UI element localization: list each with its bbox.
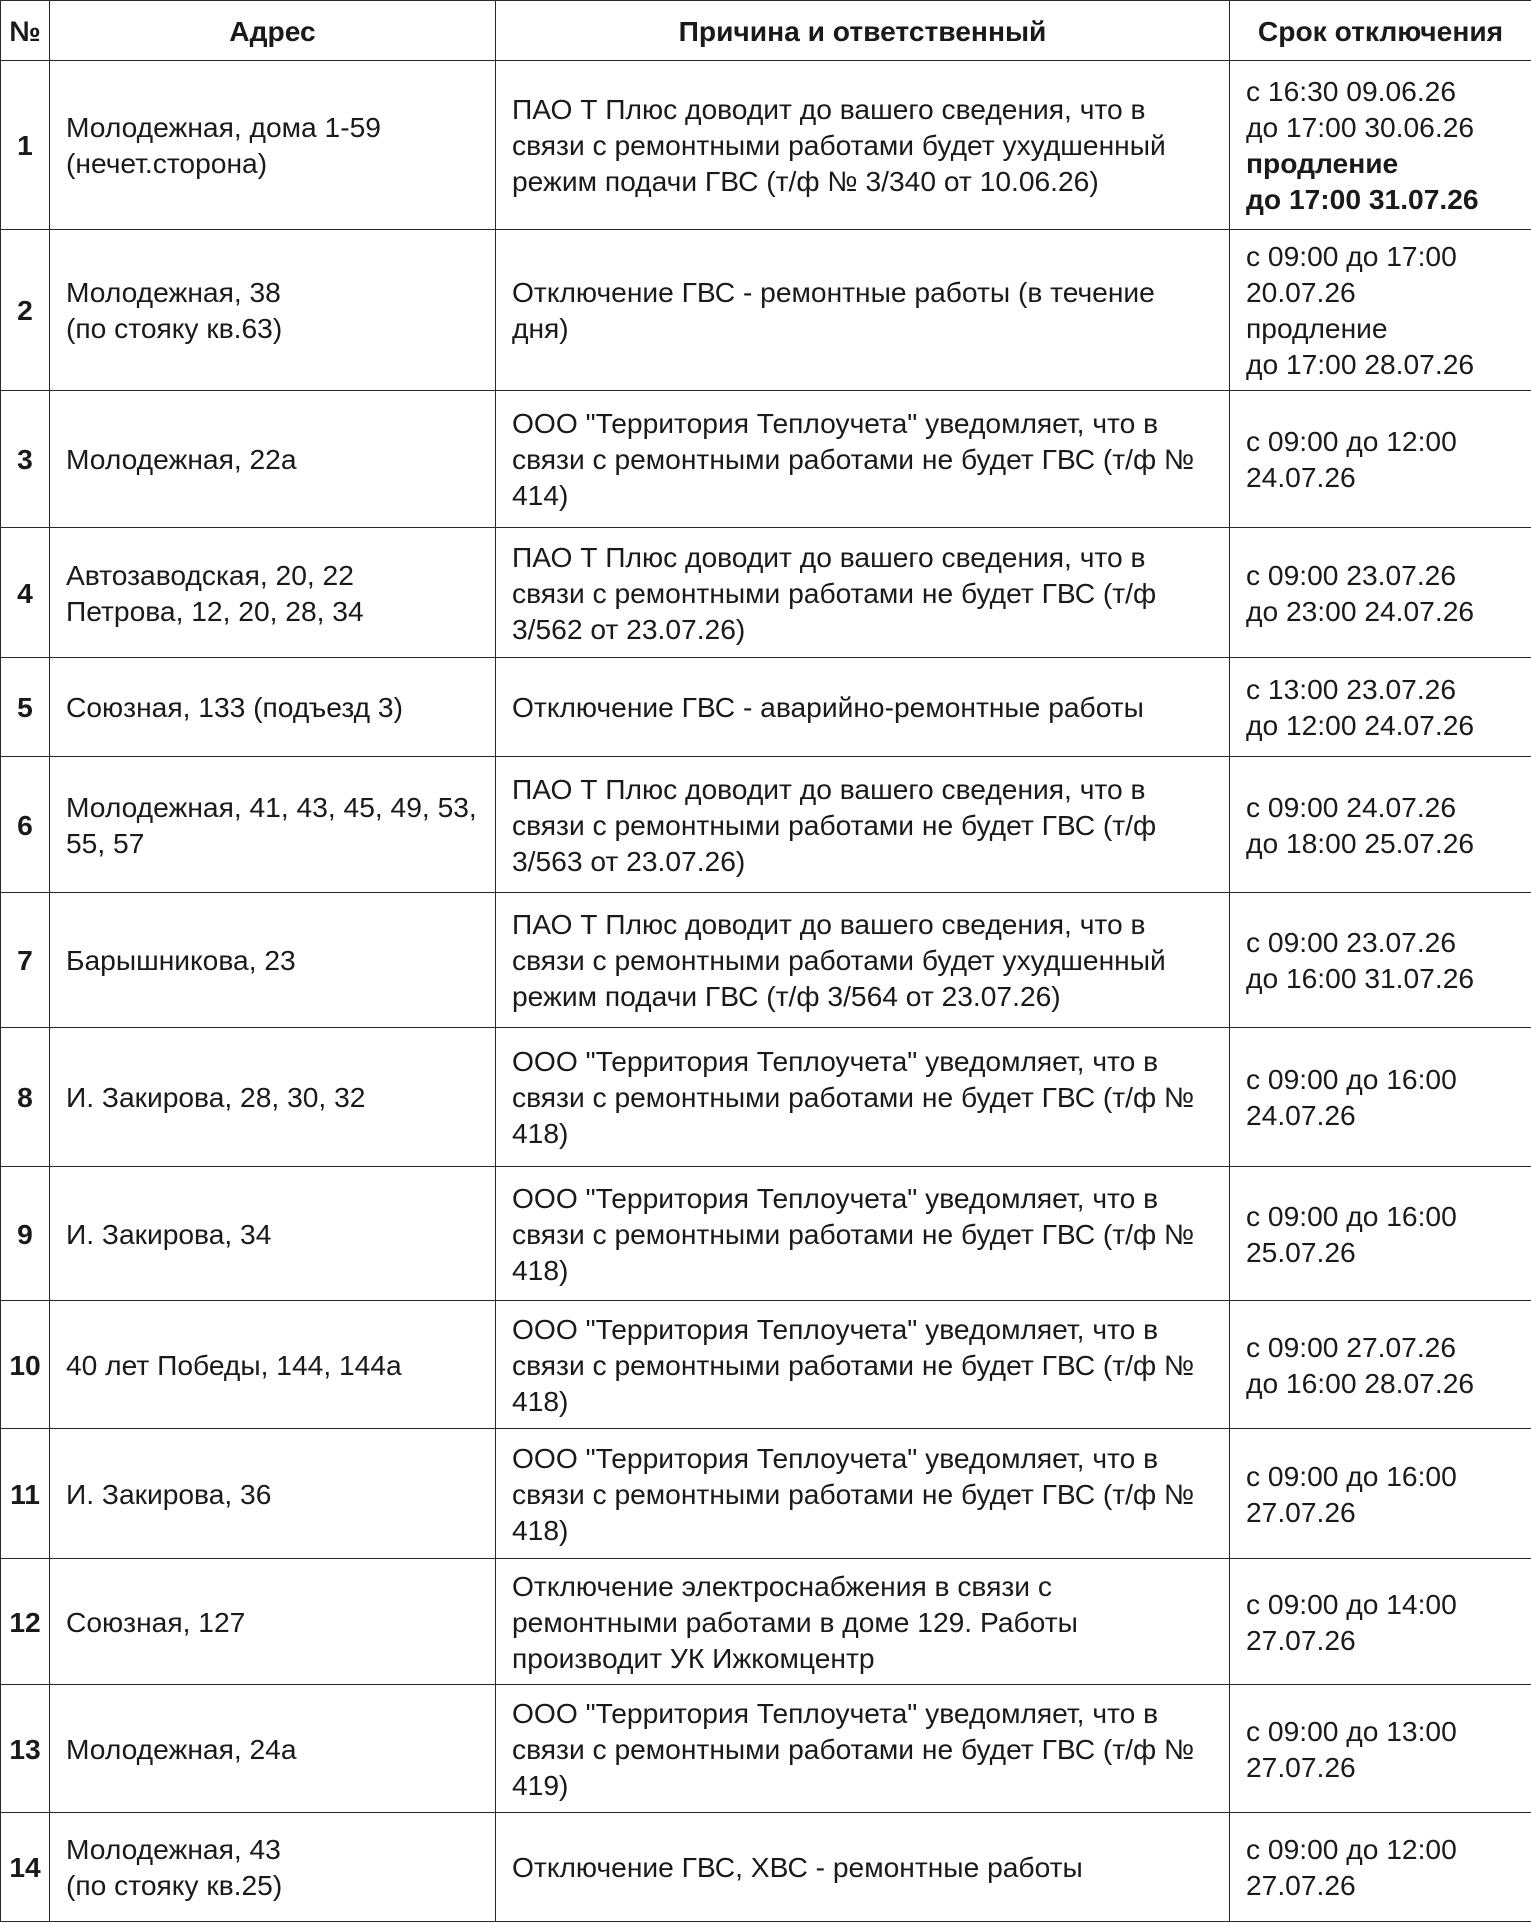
row-period (1230, 1028, 1531, 1167)
row-address: Союзная, 127 (50, 1559, 496, 1685)
row-period (1230, 658, 1531, 757)
row-period (1230, 61, 1531, 230)
period-line: 24.07.26 (1246, 459, 1517, 495)
row-number: 8 (1, 1028, 50, 1167)
table-body (1, 61, 1531, 1922)
row-address: Барышникова, 23 (50, 893, 496, 1028)
row-period (1230, 391, 1531, 528)
row-period (1230, 1301, 1531, 1429)
header-row (1, 1, 1531, 61)
table-row (1, 528, 1531, 658)
period-line: с 09:00 до 13:00 (1246, 1713, 1517, 1749)
period-line: с 09:00 23.07.26 (1246, 924, 1517, 960)
table-row (1, 391, 1531, 528)
row-reason: Отключение ГВС, ХВС - ремонтные работы (496, 1813, 1230, 1922)
table-row (1, 1028, 1531, 1167)
row-number: 2 (1, 230, 50, 391)
row-address: Молодежная, 38 (по стояку кв.63) (50, 230, 496, 391)
header-reason: Причина и ответственный (496, 1, 1230, 61)
row-number: 12 (1, 1559, 50, 1685)
header-number: № (1, 1, 50, 61)
row-reason: Отключение ГВС - ремонтные работы (в течение дня) (496, 230, 1230, 391)
row-address: Союзная, 133 (подъезд 3) (50, 658, 496, 757)
row-address: Молодежная, 22а (50, 391, 496, 528)
row-address: И. Закирова, 36 (50, 1429, 496, 1559)
row-number: 10 (1, 1301, 50, 1429)
table-row (1, 1301, 1531, 1429)
period-line: 24.07.26 (1246, 1097, 1517, 1133)
row-number: 11 (1, 1429, 50, 1559)
table-header (1, 1, 1531, 61)
row-reason: ПАО Т Плюс доводит до вашего сведения, что в связи с ремонтными работами не будет ГВС (т/ф 3/563 от 23.07.26) (496, 757, 1230, 893)
row-reason: Отключение ГВС - аварийно-ремонтные работы (496, 658, 1230, 757)
period-line: 27.07.26 (1246, 1622, 1517, 1658)
period-line: с 09:00 до 12:00 (1246, 1831, 1517, 1867)
row-number: 6 (1, 757, 50, 893)
row-reason: ООО "Территория Теплоучета" уведомляет, что в связи с ремонтными работами не будет ГВС (т/ф № 418) (496, 1167, 1230, 1301)
row-number: 1 (1, 61, 50, 230)
period-line: 27.07.26 (1246, 1749, 1517, 1785)
table-row (1, 1559, 1531, 1685)
row-period (1230, 893, 1531, 1028)
row-period (1230, 1167, 1531, 1301)
period-line: до 18:00 25.07.26 (1246, 825, 1517, 861)
table-row (1, 893, 1531, 1028)
row-address: 40 лет Победы, 144, 144а (50, 1301, 496, 1429)
row-address: И. Закирова, 28, 30, 32 (50, 1028, 496, 1167)
period-line: продление (1246, 310, 1517, 346)
row-number: 7 (1, 893, 50, 1028)
row-address: Автозаводская, 20, 22 Петрова, 12, 20, 28, 34 (50, 528, 496, 658)
table-row (1, 658, 1531, 757)
period-line: с 09:00 до 12:00 (1246, 423, 1517, 459)
period-line: с 09:00 до 16:00 (1246, 1458, 1517, 1494)
row-reason: ПАО Т Плюс доводит до вашего сведения, что в связи с ремонтными работами не будет ГВС (т/ф 3/562 от 23.07.26) (496, 528, 1230, 658)
period-line: продление (1246, 145, 1517, 181)
period-line: с 13:00 23.07.26 (1246, 671, 1517, 707)
period-line: с 09:00 до 17:00 (1246, 238, 1517, 274)
table-row (1, 61, 1531, 230)
table-row (1, 757, 1531, 893)
row-reason: ООО "Территория Теплоучета" уведомляет, что в связи с ремонтными работами не будет ГВС (т/ф № 414) (496, 391, 1230, 528)
row-number: 9 (1, 1167, 50, 1301)
row-address: Молодежная, дома 1-59 (нечет.сторона) (50, 61, 496, 230)
row-reason: ПАО Т Плюс доводит до вашего сведения, что в связи с ремонтными работами будет ухудшенный режим подачи ГВС (т/ф 3/564 от 23.07.26) (496, 893, 1230, 1028)
period-line: с 09:00 до 16:00 (1246, 1198, 1517, 1234)
row-period (1230, 1813, 1531, 1922)
period-line: 27.07.26 (1246, 1494, 1517, 1530)
row-reason: ООО "Территория Теплоучета" уведомляет, что в связи с ремонтными работами не будет ГВС (т/ф № 419) (496, 1685, 1230, 1813)
row-period (1230, 757, 1531, 893)
row-number: 13 (1, 1685, 50, 1813)
period-line: с 09:00 до 16:00 (1246, 1061, 1517, 1097)
period-line: до 12:00 24.07.26 (1246, 707, 1517, 743)
row-address: И. Закирова, 34 (50, 1167, 496, 1301)
row-reason: ПАО Т Плюс доводит до вашего сведения, что в связи с ремонтными работами будет ухудшенный режим подачи ГВС (т/ф № 3/340 от 10.06.26) (496, 61, 1230, 230)
row-number: 5 (1, 658, 50, 757)
row-number: 4 (1, 528, 50, 658)
row-address: Молодежная, 24а (50, 1685, 496, 1813)
period-line: 25.07.26 (1246, 1234, 1517, 1270)
period-line: 20.07.26 (1246, 274, 1517, 310)
row-number: 14 (1, 1813, 50, 1922)
row-number: 3 (1, 391, 50, 528)
row-reason: ООО "Территория Теплоучета" уведомляет, что в связи с ремонтными работами не будет ГВС (т/ф № 418) (496, 1429, 1230, 1559)
period-line: с 09:00 23.07.26 (1246, 557, 1517, 593)
period-line: с 16:30 09.06.26 (1246, 73, 1517, 109)
table-row (1, 1167, 1531, 1301)
period-line: 27.07.26 (1246, 1867, 1517, 1903)
row-period (1230, 230, 1531, 391)
row-reason: ООО "Территория Теплоучета" уведомляет, что в связи с ремонтными работами не будет ГВС (т/ф № 418) (496, 1028, 1230, 1167)
period-line: до 17:00 31.07.26 (1246, 181, 1517, 217)
period-line: с 09:00 24.07.26 (1246, 789, 1517, 825)
table-row (1, 230, 1531, 391)
table-row (1, 1685, 1531, 1813)
row-period (1230, 1429, 1531, 1559)
row-period (1230, 1685, 1531, 1813)
row-period (1230, 1559, 1531, 1685)
period-line: до 16:00 31.07.26 (1246, 960, 1517, 996)
row-reason: Отключение электроснабжения в связи с ремонтными работами в доме 129. Работы производит УК Ижкомцентр (496, 1559, 1230, 1685)
header-address: Адрес (50, 1, 496, 61)
period-line: до 17:00 30.06.26 (1246, 109, 1517, 145)
row-reason: ООО "Территория Теплоучета" уведомляет, что в связи с ремонтными работами не будет ГВС (т/ф № 418) (496, 1301, 1230, 1429)
row-address: Молодежная, 43 (по стояку кв.25) (50, 1813, 496, 1922)
period-line: с 09:00 27.07.26 (1246, 1329, 1517, 1365)
table-row (1, 1429, 1531, 1559)
period-line: до 23:00 24.07.26 (1246, 593, 1517, 629)
header-period: Срок отключения (1230, 1, 1531, 61)
table-row (1, 1813, 1531, 1922)
period-line: до 16:00 28.07.26 (1246, 1365, 1517, 1401)
row-period (1230, 528, 1531, 658)
period-line: до 17:00 28.07.26 (1246, 346, 1517, 382)
row-address: Молодежная, 41, 43, 45, 49, 53, 55, 57 (50, 757, 496, 893)
period-line: с 09:00 до 14:00 (1246, 1586, 1517, 1622)
